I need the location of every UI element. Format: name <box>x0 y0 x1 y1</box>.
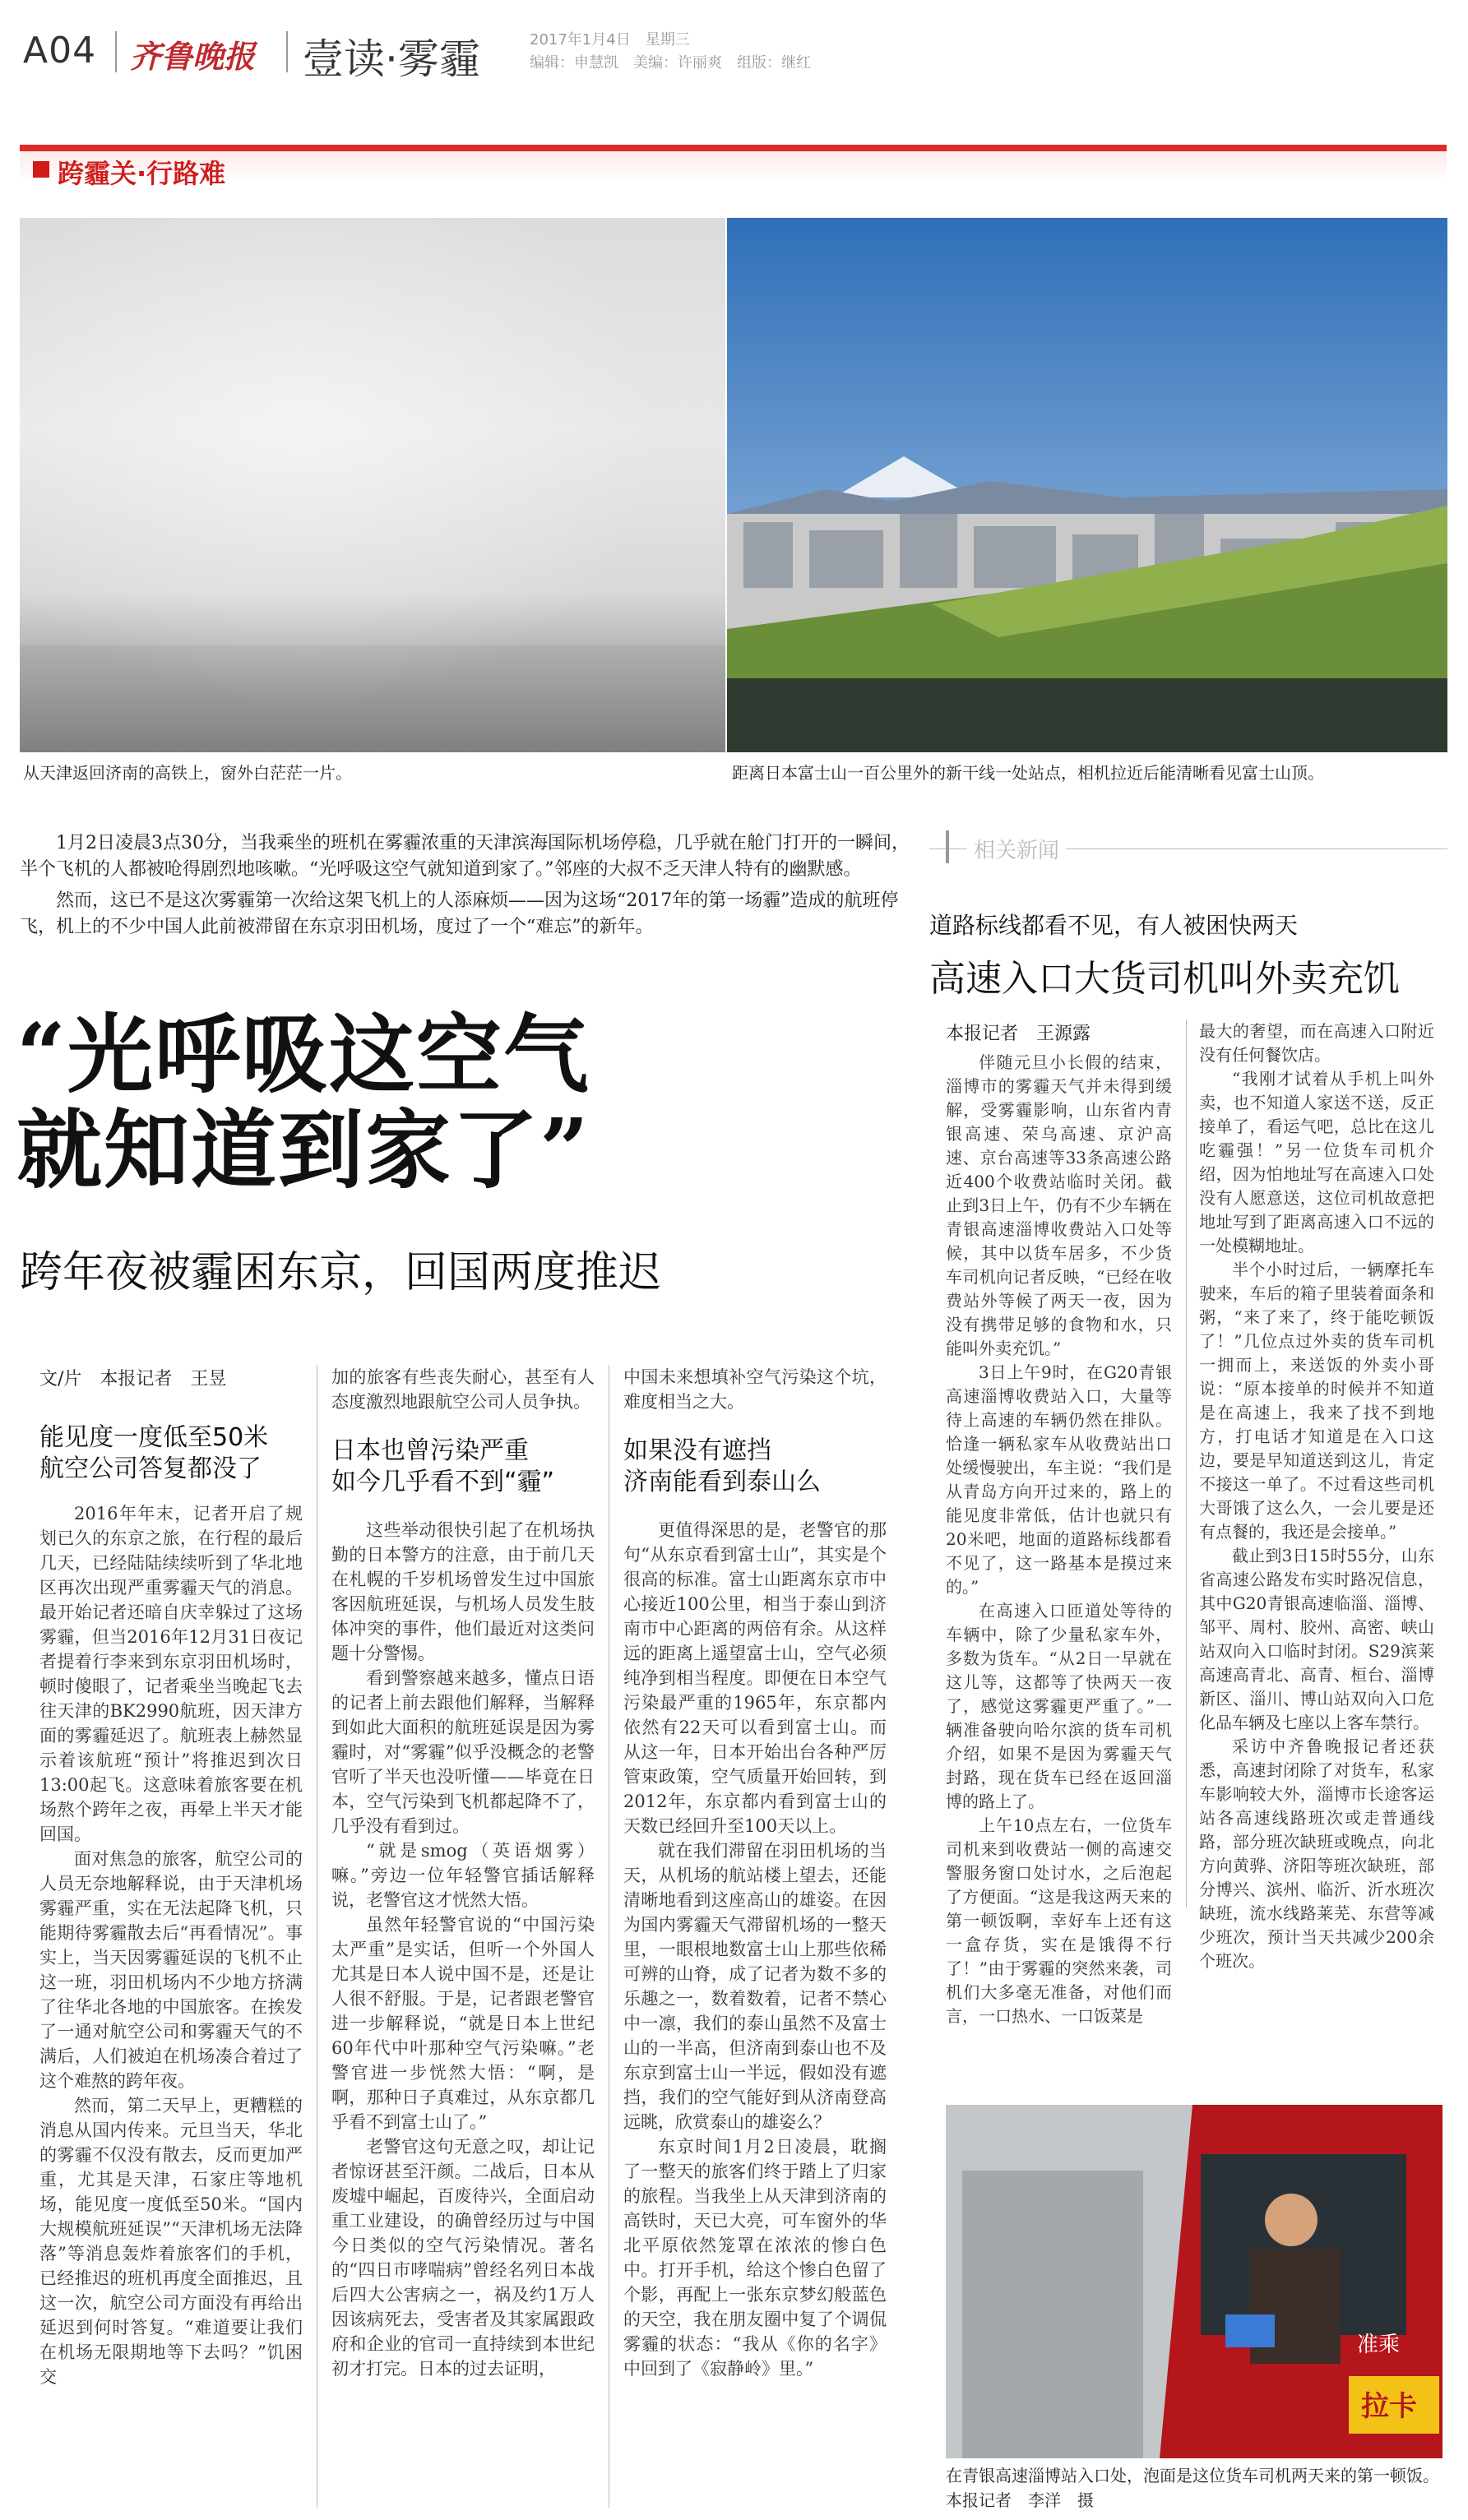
body-paragraph: 截止到3日15时55分，山东省高速公路发布实时路况信息，其中G20青银高速临淄、淄博、邹平、周村、胶州、高密、峡山站双向入口临时封闭。S29滨莱高速高青北、高青、桓台、淄博新区、淄川、博山站双向入口危化品车辆及七座以上客车禁行。 <box>1199 1546 1434 1732</box>
article-column-2 <box>331 1365 595 2381</box>
body-paragraph: 老警官这句无意之叹，却让记者惊讶甚至汗颜。二战后，日本从废墟中崛起，百废待兴，全面启动重工业建设，的确曾经历过与中国今日类似的空气污染情况。著名的“四日市哮喘病”曾经名列日本战后四大公害病之一，祸及约1万人因该病死去，受害者及其家属跟政府和企业的官司一直持续到本世纪初才打完。日本的过去证明， <box>331 2137 595 2379</box>
related-news-label-row <box>929 830 1447 867</box>
related-column-text <box>1199 1020 1434 1973</box>
column-text <box>331 1518 595 2381</box>
article-column-1 <box>39 1422 303 2389</box>
lead-paragraph: 然而，这已不是这次雾霾第一次给这架飞机上的人添麻烦——因为这场“2017年的第一场霾”造成的航班停飞，机上的不少中国人此前被滞留在东京羽田机场，度过了一个“难忘”的新年。 <box>20 890 899 937</box>
newspaper-logo: 齐鲁晚报 <box>130 38 256 75</box>
truck-door-text: 准乘 <box>1357 2333 1401 2357</box>
truck-photo-caption: 在青银高速淄博站入口处，泡面是这位货车司机两天来的第一顿饭。 本报记者 李洋 摄 <box>946 2466 1447 2510</box>
body-paragraph: 然而，第二天早上，更糟糕的消息从国内传来。元旦当天，华北的雾霾不仅没有散去，反而更加严重，尤其是天津，石家庄等地机场，能见度一度低至50米。“国内大规模航班延误”“天津机场无法降落”等消息轰炸着旅客们的手机，已经推迟的班机再度全面推迟，且这一次，航空公司方面没有再给出延迟到何时答复。“难道要让我们在机场无限期地等下去吗？”饥困交 <box>39 2096 303 2387</box>
column-divider <box>1186 1020 1187 1907</box>
section-title: 壹读·雾霾 <box>303 35 480 83</box>
main-headline <box>16 1004 590 1200</box>
tag-square-icon <box>33 161 49 178</box>
body-paragraph: 2016年年末，记者开启了规划已久的东京之旅，在行程的最后几天，已经陆陆续续听到了华北地区再次出现严重雾霾天气的消息。最开始记者还暗自庆幸躲过了这场雾霾，但当2016年12月31日夜记者提着行李来到东京羽田机场时，顿时傻眼了，记者乘坐当晚起飞去往天津的BK2990航班，因天津方面的雾霾延迟了。航班表上赫然显示着该航班“预计”将推迟到次日13:00起飞。这意味着旅客要在机场熬个跨年之夜，再晕上半天才能回国。 <box>39 1504 303 1844</box>
body-paragraph: 伴随元旦小长假的结束，淄博市的雾霾天气并未得到缓解，受雾霾影响，山东省内青银高速、荣乌高速、京沪高速、京台高速等33条高速公路近400个收费站临时关闭。截止到3日上午，仍有不少车辆在青银高速淄博收费站入口处等候，其中以货车居多，不少货车司机向记者反映，“已经在收费站外等候了两天一夜，因为没有携带足够的食物和水，只能叫外卖充饥。” <box>946 1052 1172 1358</box>
body-paragraph: 加的旅客有些丧失耐心，甚至有人态度激烈地跟航空公司人员争执。 <box>331 1367 595 1412</box>
truck-driver-photo <box>946 2105 1443 2458</box>
body-paragraph: “我刚才试着从手机上叫外卖，也不知道人家送不送，反正接单了，看运气吧，总比在这儿吃霾强！”另一位货车司机介绍，因为怕地址写在高速入口处没有人愿意送，这位司机故意把地址写到了距离高速入口不远的一处模糊地址。 <box>1199 1069 1434 1255</box>
related-byline: 本报记者 王源露 <box>946 1024 1091 1044</box>
related-news-label: 相关新闻 <box>967 834 1066 864</box>
body-paragraph: 在高速入口匝道处等待的车辆中，除了少量私家车外，多数为货车。“从2日一早就在这儿等，这都等了快两天一夜了，感觉这雾霾更严重了。”一辆准备驶向哈尔滨的货车司机介绍，如果不是因为雾霾天气封路，现在货车已经在返回淄博的路上了。 <box>946 1601 1172 1811</box>
smog-train-photo <box>20 218 725 752</box>
column-text <box>331 1365 595 1414</box>
body-paragraph: 采访中齐鲁晚报记者还获悉，高速封闭除了对货车，私家车影响较大外，淄博市长途客运站各高速线路班次或走普通线路，部分班次缺班或晚点，向北方向黄骅、济阳等班次缺班，部分博兴、滨州、临沂、沂水班次缺班，流水线路莱芜、东营等减少班次，预计当天共减少200余个班次。 <box>1199 1736 1434 1971</box>
article-byline: 文/片 本报记者 王昱 <box>39 1369 227 1389</box>
section-subheading: 能见度一度低至50米 航空公司答复都没了 <box>39 1423 269 1483</box>
tag-band <box>20 151 1447 186</box>
body-paragraph: 东京时间1月2日凌晨，耽搁了一整天的旅客们终于踏上了归家的旅程。当我坐上从天津到济南的高铁时，天已大亮，可车窗外的华北平原依然笼罩在浓浓的惨白色中。打开手机，给这个惨白色留了个影，再配上一张东京梦幻般蓝色的天空，我在朋友圈中复了个调侃雾霾的状态：“我从《你的名字》中回到了《寂静岭》里。” <box>623 2137 887 2379</box>
body-paragraph: 就在我们滞留在羽田机场的当天，从机场的航站楼上望去，还能清晰地看到这座高山的雄姿。在因为国内雾霾天气滞留机场的一整天里，一眼根地数富士山上那些依稀可辨的山脊，成了记者为数不多的乐趣之一，数着数着，记者不禁心中一凛，我们的泰山虽然不及富士山的一半高，但济南到泰山也不及东京到富士山一半远，假如没有遮挡，我们的空气能好到从济南登高远眺，欣赏泰山的雄姿么？ <box>623 1841 887 2132</box>
body-paragraph: 看到警察越来越多，懂点日语的记者上前去跟他们解释，当解释到如此大面积的航班延误是因为雾霾时，对“雾霾”似乎没概念的老警官听了半天也没听懂——毕竟在日本，空气污染到飞机都起降不了，几乎没有看到过。 <box>331 1668 595 1836</box>
topic-tag: 跨霾关·行路难 <box>58 158 226 189</box>
editor-credits: 编辑：申慧凯 美编：许丽爽 组版：继红 <box>530 54 811 72</box>
section-rule <box>20 145 1447 151</box>
subtitle: 跨年夜被霾困东京，回国两度推迟 <box>20 1248 662 1297</box>
page-number: A04 <box>23 30 97 72</box>
column-text <box>39 1501 303 2389</box>
headline-line-2: 就知道到家了” <box>16 1099 590 1200</box>
body-paragraph: 3日上午9时，在G20青银高速淄博收费站入口，大量等待上高速的车辆仍然在排队。恰逢一辆私家车从收费站出口处缓慢驶出，车主说：“我们是从青岛方向开过来的，路上的能见度非常低，估计也就只有20米吧，地面的道路标线都看不见了，这一路基本是摸过来的。” <box>946 1362 1172 1597</box>
section-subheading: 如果没有遮挡 济南能看到泰山么 <box>623 1436 821 1496</box>
fuji-view-photo <box>727 218 1447 752</box>
body-paragraph: 更值得深思的是，老警官的那句“从东京看到富士山”，其实是个很高的标准。富士山距离东京市中心接近100公里，相当于泰山到济南市中心距离的两倍有余。从这样远的距离上遥望富士山，空气必须纯净到相当程度。即便在日本空气污染最严重的1965年，东京都内依然有22天可以看到富士山。而从这一年，日本开始出台各种严厉管束政策，空气质量开始回转，到2012年，东京都内看到富士山的天数已经回升至100天以上。 <box>623 1520 887 1836</box>
header-divider <box>115 31 117 72</box>
article-column-3 <box>623 1365 887 2381</box>
truck-sign-text: 拉卡 <box>1361 2390 1417 2423</box>
left-photo-caption: 从天津返回济南的高铁上，窗外白茫茫一片。 <box>23 763 352 783</box>
body-paragraph: 虽然年轻警官说的“中国污染太严重”是实话，但听一个外国人尤其是日本人说中国不是，还是让人很不舒服。于是，记者跟老警官进一步解释说，“就是日本上世纪60年代中叶那种空气污染嘛。”老警官进一步恍然大悟：“啊，是啊，那种日子真难过，从东京都几乎看不到富士山了。” <box>331 1915 595 2132</box>
related-news-block <box>929 830 1447 1001</box>
right-photo-caption: 距离日本富士山一百公里外的新干线一处站点，相机拉近后能清晰看见富士山顶。 <box>732 763 1324 783</box>
body-paragraph: 最大的奢望，而在高速入口附近没有任何餐饮店。 <box>1199 1021 1434 1065</box>
section-subheading: 日本也曾污染严重 如今几乎看不到“霾” <box>331 1436 555 1496</box>
header-divider <box>286 31 288 72</box>
fuji-landscape-illustration <box>727 218 1447 752</box>
body-paragraph: “就是smog（英语烟雾）嘛。”旁边一位年轻警官插话解释说，老警官这才恍然大悟。 <box>331 1841 595 1910</box>
body-paragraph: 中国未来想填补空气污染这个坑，难度相当之大。 <box>623 1367 887 1412</box>
truck-illustration <box>946 2105 1443 2458</box>
column-text <box>623 1365 887 1414</box>
body-paragraph: 上午10点左右，一位货车司机来到收费站一侧的高速交警服务窗口处讨水，之后泡起了方便面。“这是我这两天来的第一顿饭啊，幸好车上还有这一盒存货，实在是饿得不行了！”由于雾霾的突然来袭，司机们大多毫无准备，对他们而言，一口热水、一口饭菜是 <box>946 1815 1172 2026</box>
related-kicker: 道路标线都看不见，有人被困快两天 <box>929 912 1299 939</box>
body-paragraph: 半个小时过后，一辆摩托车驶来，车后的箱子里装着面条和粥，“来了来了，终于能吃顿饭了！”几位点过外卖的货车司机一拥而上，来送饭的外卖小哥说：“原本接单的时候并不知道是在高速上，我来了找不到地方，打电话才知道是在入口这边，要是早知道送到这儿，肯定不接这一单了。不过看这些司机大哥饿了这么久，一会儿要是还有点餐的，我还是会接单。” <box>1199 1260 1434 1542</box>
issue-date: 2017年1月4日 星期三 <box>530 31 690 49</box>
column-text <box>623 1518 887 2381</box>
related-column-text <box>946 1051 1172 2028</box>
body-paragraph: 这些举动很快引起了在机场执勤的日本警方的注意，由于前几天在札幌的千岁机场曾发生过中国旅客因航班延误，与机场人员发生肢体冲突的事件，他们最近对这类问题十分警惕。 <box>331 1520 595 1663</box>
body-paragraph: 面对焦急的旅客，航空公司的人员无奈地解释说，由于天津机场雾霾严重，实在无法起降飞机，只能期待雾霾散去后“再看情况”。事实上，当天因雾霾延误的飞机不止这一班，羽田机场内不少地方挤满了往华北各地的中国旅客。在挨发了一通对航空公司和雾霾天气的不满后，人们被迫在机场凑合着过了这个难熬的跨年夜。 <box>39 1849 303 2091</box>
related-headline: 高速入口大货司机叫外卖充饥 <box>929 958 1400 1000</box>
lead-paragraphs <box>20 830 912 941</box>
lead-paragraph: 1月2日凌晨3点30分，当我乘坐的班机在雾霾浓重的天津滨海国际机场停稳，几乎就在舱门打开的一瞬间，半个飞机的人都被呛得剧烈地咳嗽。“光呼吸这空气就知道到家了。”邻座的大叔不乏天津人特有的幽默感。 <box>20 833 910 880</box>
page-header <box>23 23 1445 81</box>
headline-line-1: “光呼吸这空气 <box>16 1004 590 1105</box>
